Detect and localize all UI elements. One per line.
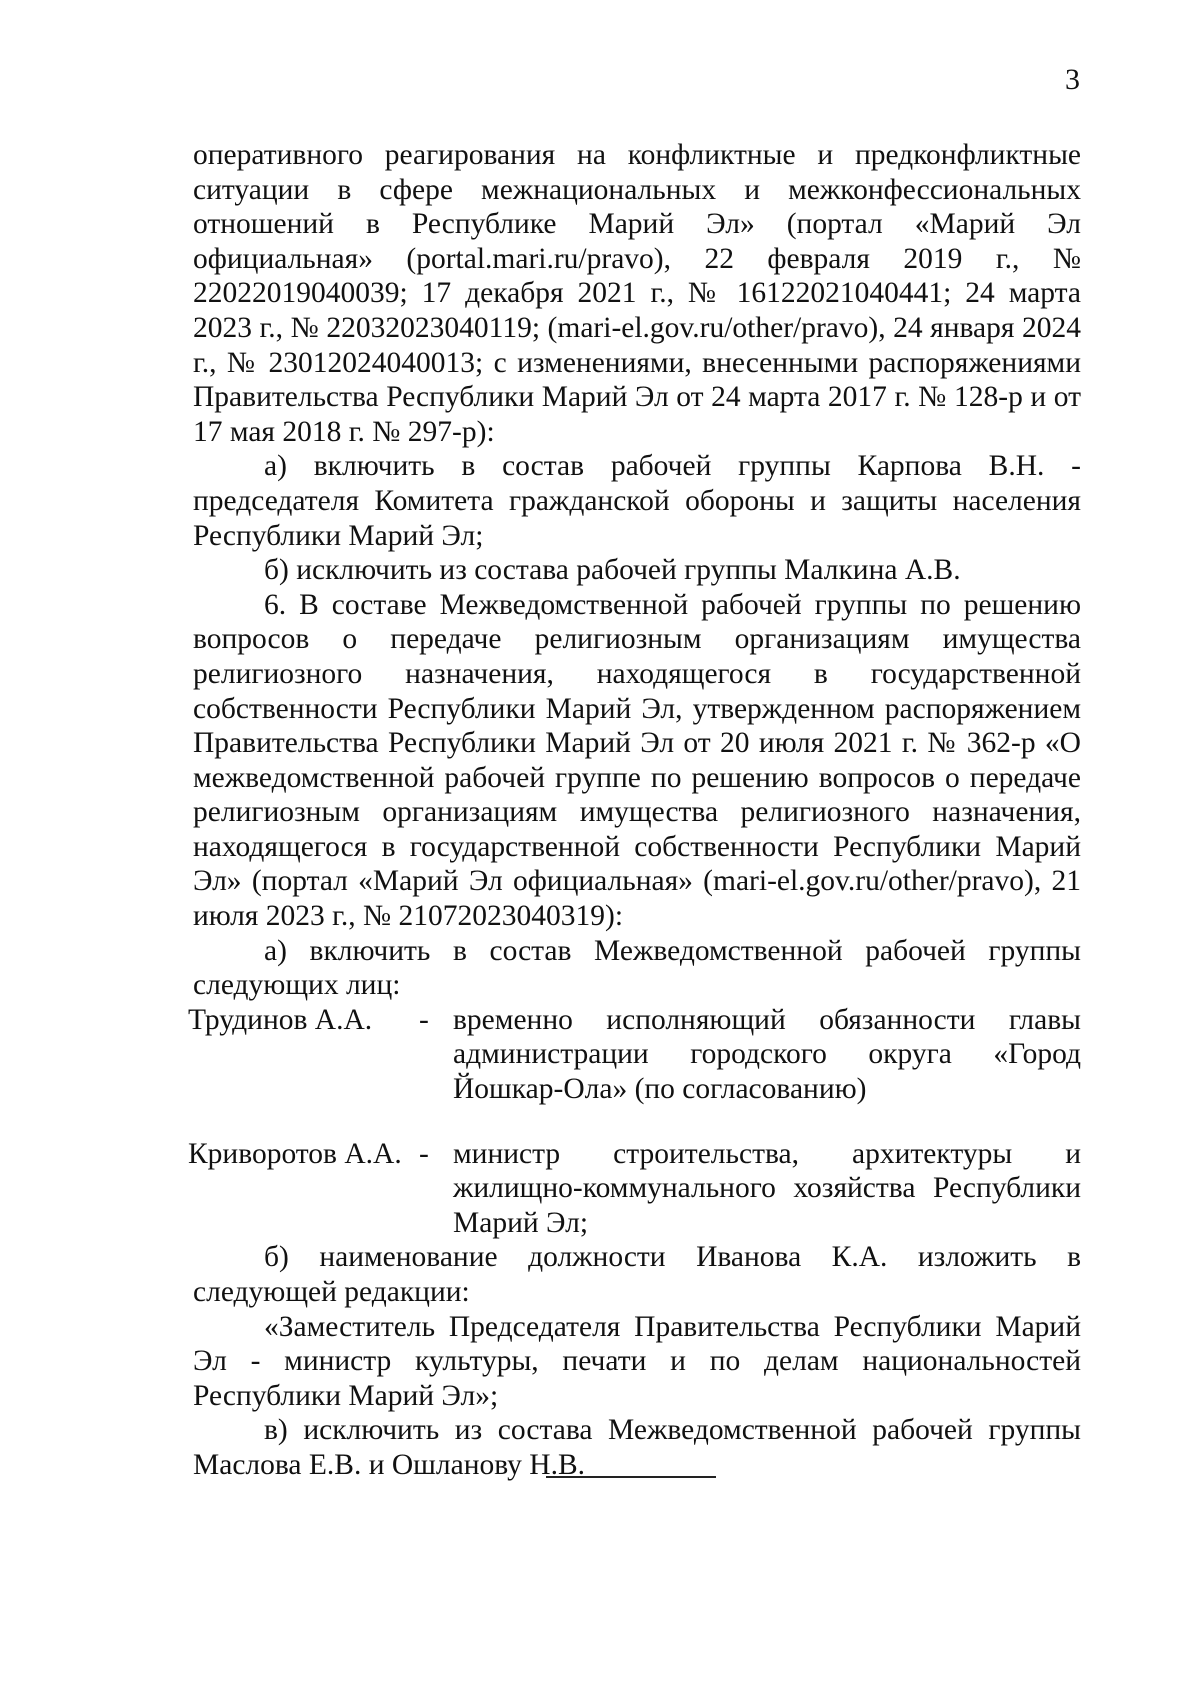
closing-separator-line <box>546 1476 716 1478</box>
member-row <box>188 1137 1081 1241</box>
member-name: Криворотов А.А. <box>188 1137 402 1170</box>
paragraph-section-6: 6. В составе Межведомственной рабочей группы по решению вопросов о передаче религиозным организациям имущества религиозного назначения, находящегося в государственной собственности Республики Марий Эл, утвержденном распоряжением Правительства Республики Марий Эл от 20 июля 2021 г. № 362-р «О межведомственной рабочей группе по решению вопросов о передаче религиозным организациям имущества религиозного назначения, находящегося в государственной собственности Республики Марий Эл» (портал «Марий Эл официальная» (mari-el.gov.ru/other/pravo), 21 июля 2023 г., № 21072023040319): <box>193 588 1081 933</box>
page-number: 3 <box>1065 63 1080 96</box>
paragraph-item-v-exclude: в) исключить из состава Межведомственной рабочей группы Маслова Е.В. и Ошланову Н.В. <box>193 1414 1081 1481</box>
member-row <box>188 1003 1081 1107</box>
paragraph-item-b-exclude: б) исключить из состава рабочей группы Малкина А.В. <box>264 554 961 587</box>
document-body <box>188 138 1081 1483</box>
paragraph-decree-reference: оперативного реагирования на конфликтные и предконфликтные ситуации в сфере межнациональных и межконфессиональных отношений в Республике Марий Эл» (портал «Марий Эл официальная» (portal.mari.ru/pravo), 22 февраля 2019 г., № 22022019040039; 17 декабря 2021 г., № 16122021040441; 24 марта 2023 г., № 22032023040119; (mari-el.gov.ru/other/pravo), 24 января 2024 г., № 23012024040013; с изменениями, внесенными распоряжениями Правительства Республики Марий Эл от 24 марта 2017 г. № 128-р и от 17 мая 2018 г. № 297-р): <box>193 139 1081 448</box>
paragraph-item-b-rename: б) наименование должности Иванова К.А. изложить в следующей редакции: <box>193 1241 1081 1308</box>
member-position: министр строительства, архитектуры и жилищно-коммунального хозяйства Республики Марий Эл; <box>453 1137 1081 1239</box>
member-dash: - <box>419 1003 429 1036</box>
paragraph-item-a-include-persons: а) включить в состав Межведомственной рабочей группы следующих лиц: <box>193 934 1081 1002</box>
member-name: Трудинов А.А. <box>188 1003 373 1036</box>
paragraph-new-position-title: «Заместитель Председателя Правительства Республики Марий Эл - министр культуры, печати и по делам национальностей Республики Марий Эл»; <box>193 1310 1081 1412</box>
member-position: временно исполняющий обязанности главы администрации городского округа «Город Йошкар-Ола» (по согласованию) <box>453 1003 1081 1106</box>
members-list <box>188 1003 1081 1241</box>
member-dash: - <box>419 1137 429 1170</box>
paragraph-item-a-include: а) включить в состав рабочей группы Карпова В.Н. - председателя Комитета гражданской обороны и защиты населения Республики Марий Эл; <box>193 450 1081 552</box>
